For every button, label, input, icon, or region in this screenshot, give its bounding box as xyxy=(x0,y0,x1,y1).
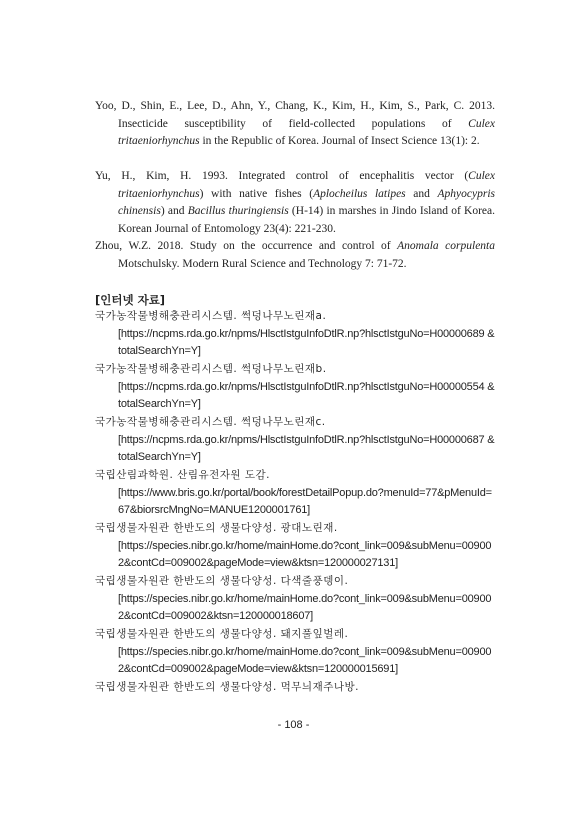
web-reference-url: [https://species.nibr.go.kr/home/mainHome.do?cont_link=009&subMenu=009002&contCd=009002&pageMode=view&ktsn=120000027131] xyxy=(118,539,492,569)
web-reference xyxy=(95,361,495,414)
web-reference-title: 국립생물자원관 한반도의 생물다양성. 먹무늬재주나방. xyxy=(95,681,359,693)
reference-text: ) with native fishes ( xyxy=(199,187,314,200)
web-reference-title: 국립생물자원관 한반도의 생물다양성. 다색줄풍뎅이. xyxy=(95,575,349,587)
species-name: Culex tritaeniorhynchus xyxy=(118,170,495,200)
web-reference-title: 국가농작물병해충관리시스템. 썩덩나무노린재c. xyxy=(95,416,326,428)
reference-text: Motschulsky. Modern Rural Science and Technology 7: 71-72. xyxy=(118,257,407,270)
web-reference-title: 국가농작물병해충관리시스템. 썩덩나무노린재a. xyxy=(95,310,327,322)
reference-text: Yu, H., Kim, H. 1993. Integrated control of encephalitis vector ( xyxy=(95,170,469,182)
reference-text: ) and xyxy=(160,205,188,217)
reference-entry xyxy=(95,238,495,273)
web-reference-title: 국립생물자원관 한반도의 생물다양성. 광대노린재. xyxy=(95,522,338,534)
web-reference-title: 국립산림과학원. 산림유전자원 도감. xyxy=(95,469,270,481)
species-name: Aphyocypris chinensis xyxy=(118,187,495,217)
web-reference-url: [https://species.nibr.go.kr/home/mainHome.do?cont_link=009&subMenu=009002&contCd=009002&pageMode=view&ktsn=120000015691] xyxy=(118,645,492,675)
web-reference xyxy=(95,626,495,679)
species-name: Aplocheilus latipes xyxy=(313,187,406,200)
reference-entry xyxy=(95,98,495,151)
web-reference-title: 국가농작물병해충관리시스템. 썩덩나무노린재b. xyxy=(95,363,327,375)
web-reference xyxy=(95,414,495,467)
web-reference-url: [https://ncpms.rda.go.kr/npms/HlsctIstguInfoDtlR.np?hlsctIstguNo=H00000689 &totalSearchYn=Y] xyxy=(118,327,495,357)
web-reference xyxy=(95,520,495,573)
web-reference-title: 국립생물자원관 한반도의 생물다양성. 돼지풀잎벌레. xyxy=(95,628,349,640)
web-reference-url: [https://ncpms.rda.go.kr/npms/HlsctIstguInfoDtlR.np?hlsctIstguNo=H00000687 &totalSearchYn=Y] xyxy=(118,433,495,463)
section-title: [인터넷 자료] xyxy=(95,293,166,307)
reference-entry xyxy=(95,168,495,238)
reference-text: and xyxy=(405,187,438,200)
web-reference-url: [https://www.bris.go.kr/portal/book/forestDetailPopup.do?menuId=77&pMenuId=67&biorsrcMngNo=MANUE1200001761] xyxy=(118,486,492,516)
web-reference xyxy=(95,467,495,520)
reference-text: (H-14) in marshes in Jindo Island of Korea. Korean Journal of Entomology 23(4): 221-230. xyxy=(118,205,495,235)
web-reference-url: [https://species.nibr.go.kr/home/mainHome.do?cont_link=009&subMenu=009002&contCd=009002&ktsn=120000018607] xyxy=(118,592,492,622)
page-number: - 108 - xyxy=(277,719,310,731)
reference-text: in the Republic of Korea. Journal of Insect Science 13(1): 2. xyxy=(199,135,480,147)
web-reference xyxy=(95,679,495,697)
web-reference xyxy=(95,573,495,626)
web-reference-url: [https://ncpms.rda.go.kr/npms/HlsctIstguInfoDtlR.np?hlsctIstguNo=H00000554 &totalSearchYn=Y] xyxy=(118,380,495,410)
reference-text: Yoo, D., Shin, E., Lee, D., Ahn, Y., Chang, K., Kim, H., Kim, S., Park, C. 2013. Insecticide susceptibility of field-collected populations of xyxy=(95,100,495,130)
species-name: Anomala corpulenta xyxy=(397,240,495,252)
reference-text: Zhou, W.Z. 2018. Study on the occurrence and control of xyxy=(95,240,398,252)
species-name: Bacillus thuringiensis xyxy=(187,205,289,217)
species-name: Culex tritaeniorhynchus xyxy=(118,117,495,147)
web-reference xyxy=(95,308,495,361)
